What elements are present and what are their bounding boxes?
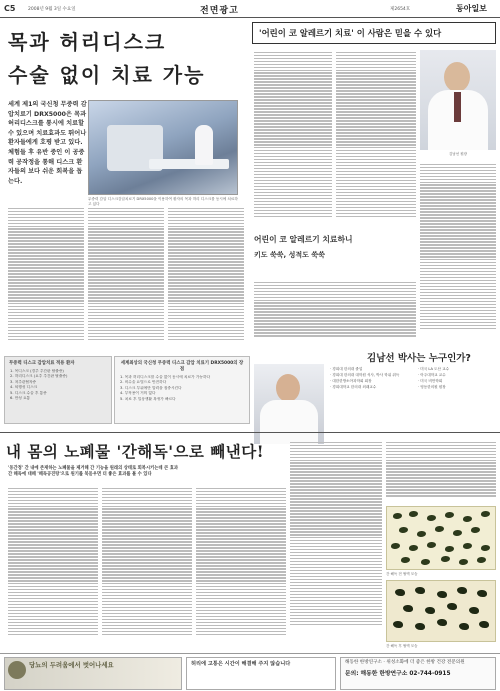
article3-body-col5 — [386, 440, 496, 502]
blood-image-before-caption: 간 해독 전 혈액 모습 — [386, 572, 418, 576]
blood-image-before — [386, 506, 496, 570]
info-boxes — [0, 356, 250, 424]
profile-item: · 영동한의원 원장 — [418, 385, 446, 389]
article1-headline-line2: 수술 없이 치료 가능 — [8, 63, 206, 87]
indication-item: 5. 디스크 수술 후 통증 — [10, 390, 47, 395]
advantage-item: 4. 부작용이 거의 없다 — [120, 391, 156, 396]
doctor-portrait — [420, 50, 496, 150]
article3-subtitle-line1: '동간정' 간 내에 존재하는 노폐물을 제거해 간 기능을 원래의 상태로 회복시키는데 큰 효과 — [8, 466, 179, 471]
profile-item: · 경희대 한의대 졸업 — [330, 367, 363, 371]
article1-body-col3 — [168, 206, 244, 352]
indication-item: 4. 퇴행성 디스크 — [10, 385, 38, 390]
article3-headline: 내 몸의 노폐물 '간해독'으로 빼낸다! — [6, 442, 265, 461]
profile-item: · 아주대학교 교수 — [418, 373, 446, 377]
profile-item: · 대한한방소아과학회 회장 — [330, 379, 372, 383]
profile-title: 김남선 박사는 누구인가? — [367, 353, 471, 364]
article1-intro: 세계 제1의 국신청 무중력 감압치료기 DRX5000은 목과 허리디스크를 통시에 치료할 수 있으며 치료효과도 뛰어나 환자들에게 호평 받고 있다. 체험들 후 유반 중인 이 공중력 공작정을 통해 디스크 환자들의 보다 쉬운 회복을 돕는다. — [8, 101, 87, 185]
article2-body-col2 — [336, 50, 416, 230]
advantages-box-title: 세계최상의 국신청 무중력 디스크 감압 치료기 DRX5000의 장점 — [120, 361, 244, 372]
treatment-photo-caption: 무중력 감압 디스크감압치료기 DRX5000을 이용하여 환자의 목과 허리 디스크를 동시에 치료하고 있다 — [88, 197, 238, 206]
article1-headline — [8, 26, 208, 92]
indication-item: 6. 만성 요통 — [10, 396, 31, 401]
article3-body-col1 — [8, 486, 98, 646]
article3-body-col3 — [196, 486, 286, 646]
profile-item: · 미국 비만학회 — [418, 379, 443, 383]
ad-clinic-contact[interactable] — [340, 657, 496, 690]
article1-headline-line1: 목과 허리디스크 — [8, 30, 167, 54]
article3-subtitle-line2: 간 해독에 대해 '해독공진탕'으로 원기를 북돋우면 더 좋은 효과를 볼 수 있다 — [8, 472, 152, 478]
portrait-head — [444, 62, 470, 92]
indication-box — [4, 356, 112, 424]
page-header — [0, 0, 500, 18]
article3-body-col2 — [102, 486, 192, 646]
article1-body-col2 — [88, 206, 164, 352]
doctor-figure — [195, 125, 213, 165]
ad-back-pain[interactable] — [186, 657, 336, 690]
indication-box-title: 무중력 디스크 감압치료 적용 환자 — [9, 361, 75, 366]
subbox-subtitle: 키도 쑥쑥, 성적도 쑥쑥 — [254, 251, 325, 259]
article2-body-col3 — [420, 162, 496, 342]
ad-clinic-text: 해동한 한방연구소 · 위성소화에 더 좋은 한방 건강 전문의원 — [345, 660, 465, 665]
advantage-item: 5. 치료 후 일상생활 복귀가 빠르다 — [120, 396, 176, 401]
treatment-bed — [149, 159, 229, 169]
indication-item: 1. 목디스크 (경추 추간판 탈출증) — [10, 369, 64, 373]
article3-body-col4 — [290, 440, 382, 646]
section-divider — [0, 432, 500, 433]
article2-headline: '어린이 코 알레르기 치료' 이 사람은 믿을 수 있다 — [252, 22, 496, 44]
article2-body-col1 — [254, 50, 332, 230]
issue-date: 2008년 9월 3일 수요일 — [28, 7, 76, 12]
article3-subtitle — [8, 466, 320, 479]
profile-photo-coat — [260, 400, 318, 444]
section-title: 전면광고 — [200, 6, 239, 16]
profile-item: · 미국 LA 도산 교수 — [418, 367, 450, 371]
newspaper-logo: 동아일보 — [456, 4, 487, 13]
doctor-portrait-caption: 김남선 원장 — [448, 152, 468, 156]
subbox-body — [254, 280, 416, 342]
profile-list-right — [418, 366, 496, 390]
ad-diabetes[interactable] — [4, 657, 182, 690]
ad-back-pain-title: 허리에 고통은 시간이 해결해 주지 않습니다 — [191, 661, 291, 667]
advertisement-band — [0, 653, 500, 691]
profile-list-left — [330, 366, 414, 390]
profile-item: · 경희대학교 한의대 외래교수 — [330, 385, 377, 389]
herb-logo-icon — [8, 661, 26, 679]
subbox-title: 어린이 코 알레르기 치료하니 — [254, 235, 353, 244]
issue-number: 제2654호 — [390, 7, 411, 12]
advantages-box — [114, 356, 250, 424]
advantage-item: 3. 디스크 부위에만 압력을 집중시킨다 — [120, 385, 182, 390]
blood-image-after-caption: 간 해독 후 혈액 모습 — [386, 644, 418, 648]
blood-image-after — [386, 580, 496, 642]
profile-item: · 경희대 한의대 대학원 석사, 박사 학위 취득 — [330, 373, 400, 377]
portrait-tie — [454, 92, 461, 122]
page-number: C5 — [4, 4, 16, 13]
ad-clinic-phone: 문의: 해동한 한방연구소 02-744-0915 — [345, 671, 451, 677]
indication-item: 3. 척추관협착증 — [10, 379, 37, 384]
indication-item: 2. 허리디스크 (요추 추간판 탈출증) — [10, 374, 68, 379]
article1-body-col1 — [8, 206, 84, 352]
profile-photo-head — [276, 374, 300, 402]
ad-diabetes-title: 당뇨의 두려움에서 벗어나세요 — [29, 661, 114, 669]
advantage-item: 1. 목과 허리디스크를 수술 없이 동시에 치료가 가능하다 — [120, 375, 211, 379]
advantage-item: 2. 비수술 요법으로 안전하다 — [120, 380, 167, 385]
treatment-photo — [88, 100, 238, 195]
